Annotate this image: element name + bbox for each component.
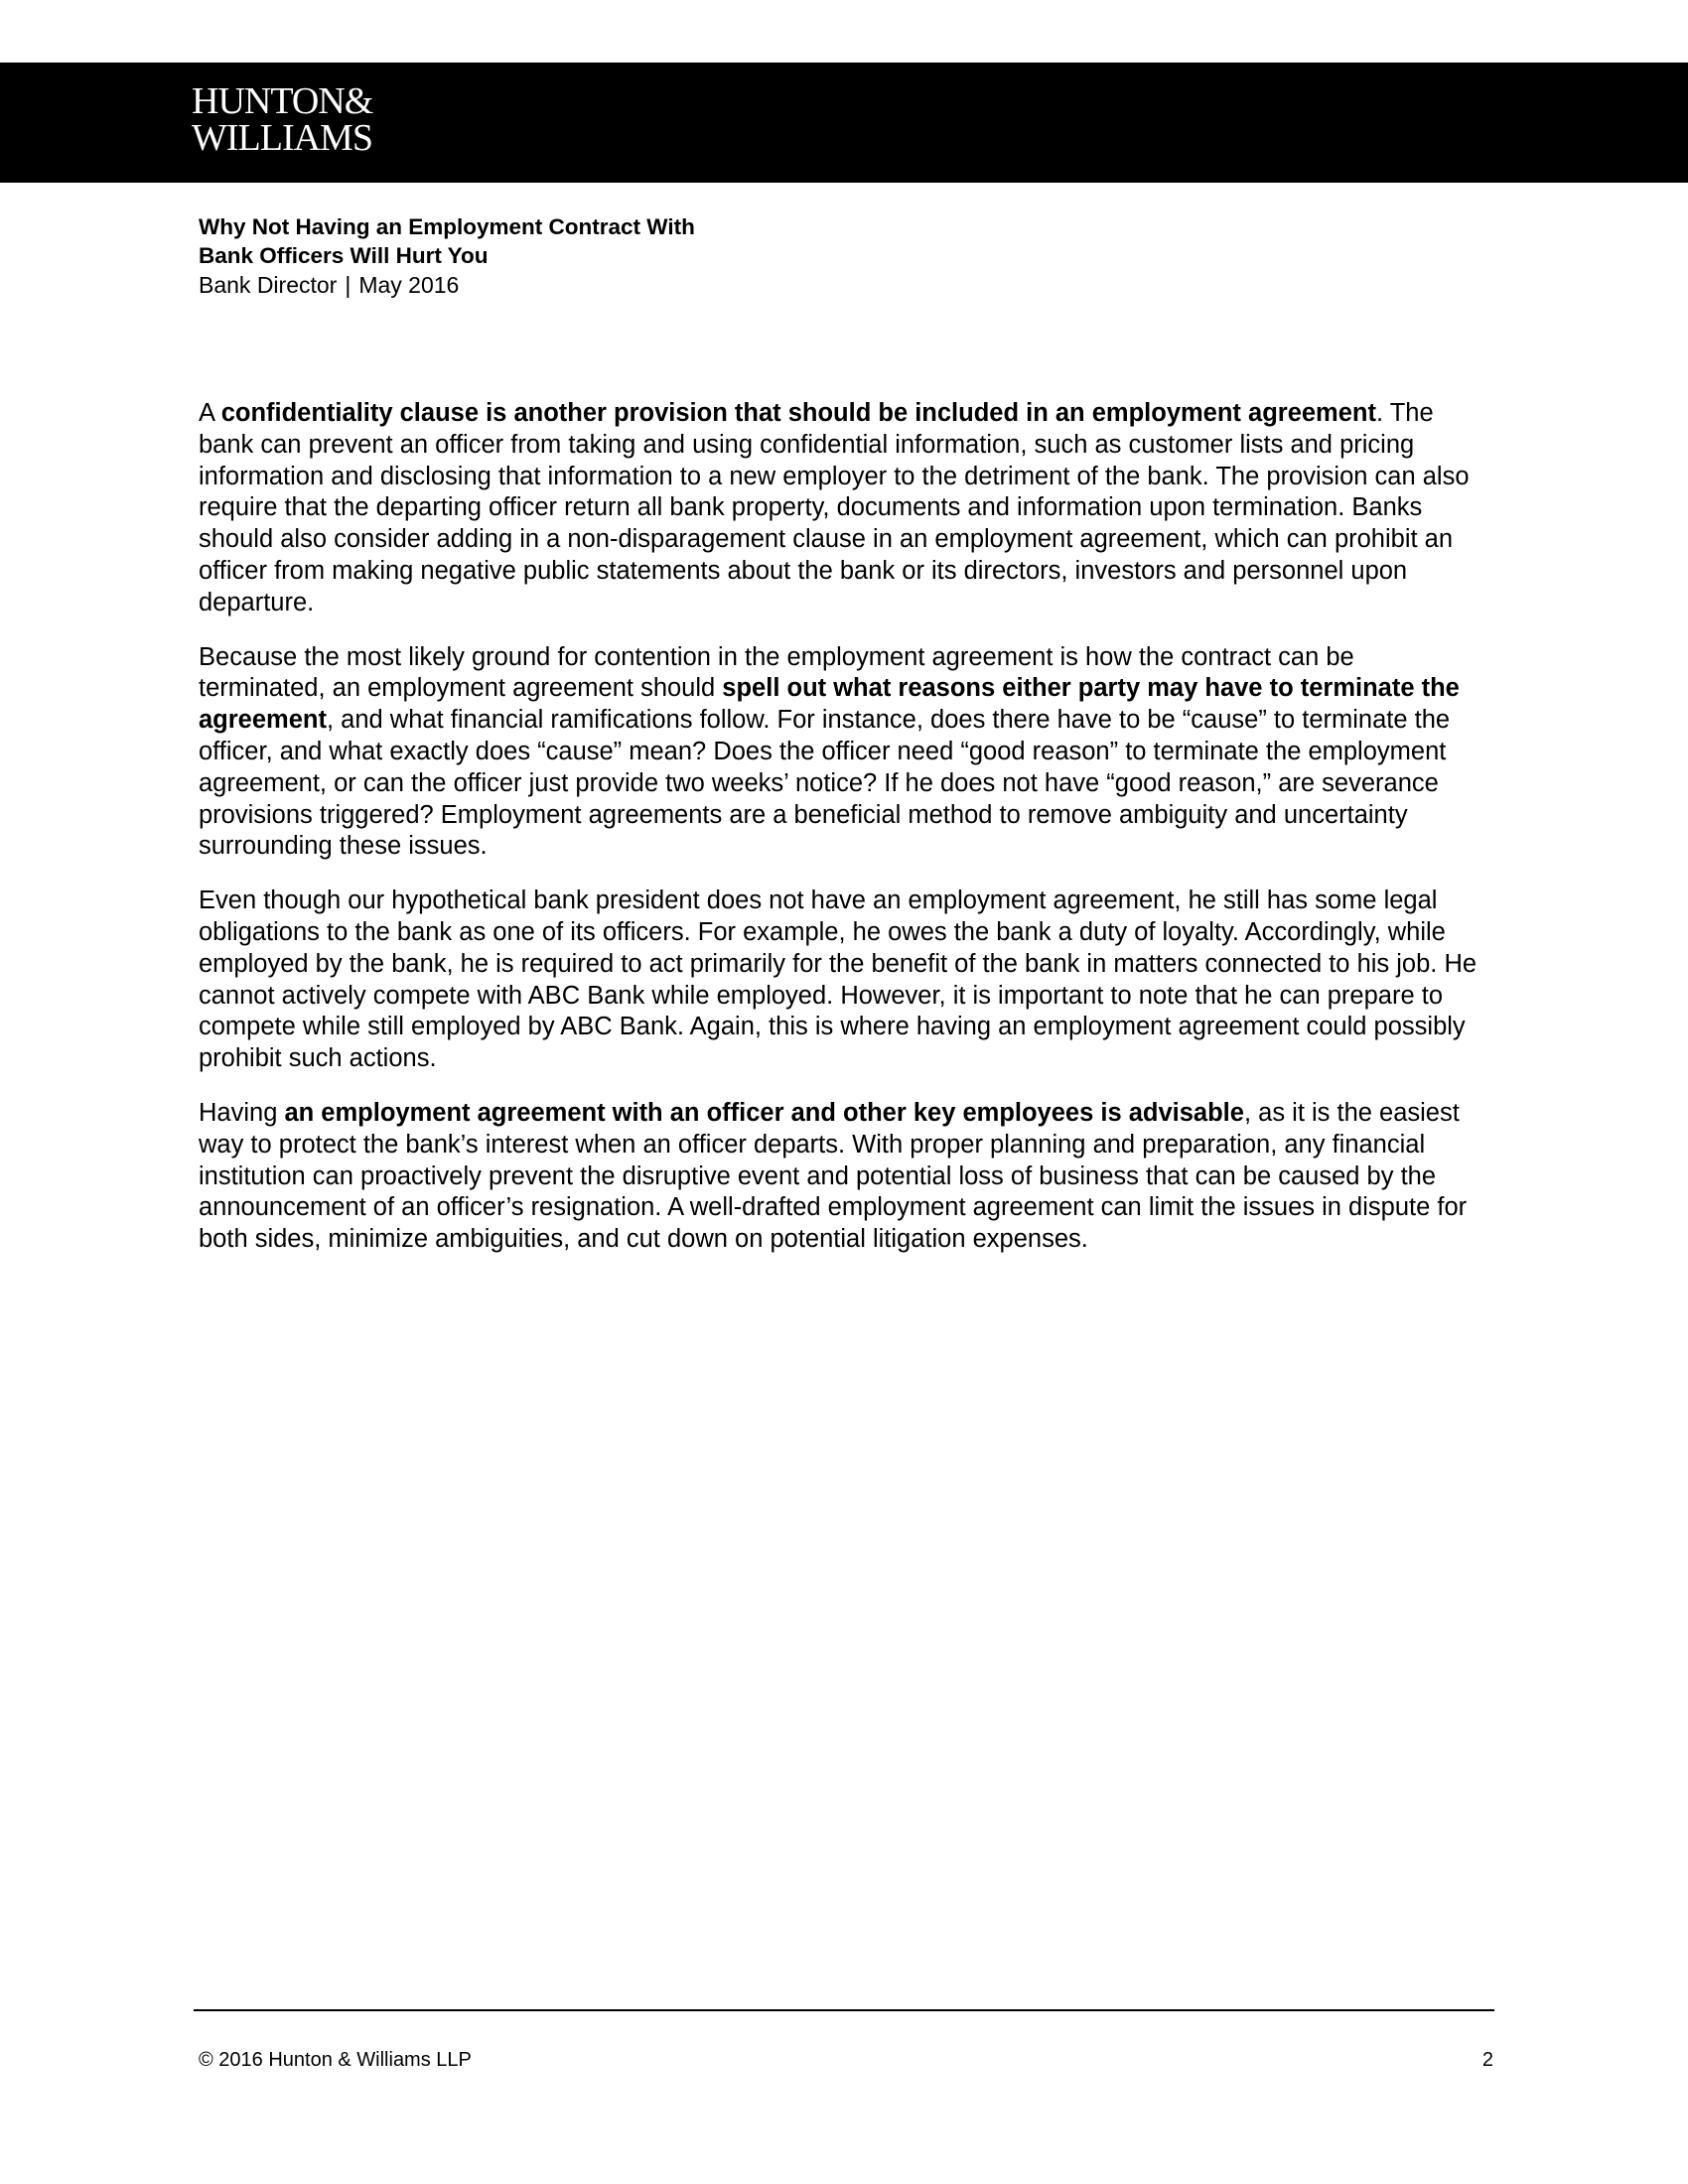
article-title [199,212,794,270]
body-paragraph [199,398,1484,619]
article-body [199,398,1484,1279]
copyright-notice: © 2016 Hunton & Williams LLP [199,2049,472,2071]
firm-logo [192,80,373,159]
paragraph-text: Having [199,1098,285,1127]
header-band [0,63,1688,183]
article-title-line-2: Bank Officers Will Hurt You [199,243,489,268]
paragraph-text: A [199,399,221,427]
paragraph-text: . The bank can prevent an officer from taking and using confidential information, such as customer lists and pricing information and disclosing that information to a new employer to the detriment of the bank. The provision can also require that the departing officer return all bank property, documents and information upon termination. Banks should also consider adding in a non-disparagement clause in an employment agreement, which can prohibit an officer from making negative public statements about the bank or its directors, investors and personnel upon departure. [199,399,1470,616]
paragraph-text: , and what financial ramifications follow. For instance, does there have to be “cause” to terminate the officer, and what exactly does “cause” mean? Does the officer need “good reason” to terminate the employment agreement, or can the officer just provide two weeks’ notice? If he does not have “good reason,” are severance provisions triggered? Employment agreements are a beneficial method to remove ambiguity and uncertainty surrounding these issues. [199,706,1451,861]
article-source [199,270,1092,301]
publication-date: May 2016 [358,272,460,298]
paragraph-text: Because the most likely ground for contention in the employment agreement is how the contract can be terminated, an employment agreement should [199,642,1354,703]
paragraph-text: , as it is the easiest way to protect the bank’s interest when an officer departs. With proper planning and preparation, any financial institution can proactively prevent the disruptive event and potential loss of business that can be caused by the announcement of an officer’s resignation. A well-drafted employment agreement can limit the issues in dispute for both sides, minimize ambiguities, and cut down on potential litigation expenses. [199,1098,1468,1254]
emphasized-text: spell out what reasons either party may have to terminate the agreement [199,674,1460,735]
body-paragraph [199,642,1484,864]
logo-line-1: HUNTON& [192,80,373,122]
footer-divider [194,2009,1494,2011]
emphasized-text: confidentiality clause is another provision that should be included in an employment agreement [220,399,1376,427]
logo-line-2: WILLIAMS [192,117,372,159]
article-header [199,212,1092,301]
emphasized-text: an employment agreement with an officer and other key employees is advisable [284,1098,1244,1127]
page-number: 2 [1481,2049,1493,2071]
paragraph-text: Even though our hypothetical bank president does not have an employment agreement, he still has some legal obligations to the bank as one of its officers. For example, he owes the bank a duty of loyalty. Accordingly, while employed by the bank, he is required to act primarily for the benefit of the bank in matters connected to his job. He cannot actively compete with ABC Bank while employed. However, it is important to note that he can prepare to compete while still employed by ABC Bank. Again, this is where having an employment agreement could possibly prohibit such actions. [199,887,1477,1073]
source-separator: | [345,272,352,298]
body-paragraph [199,1098,1484,1256]
body-paragraph [199,886,1484,1075]
article-title-line-1: Why Not Having an Employment Contract With [199,214,695,239]
publication-name: Bank Director [199,272,338,298]
